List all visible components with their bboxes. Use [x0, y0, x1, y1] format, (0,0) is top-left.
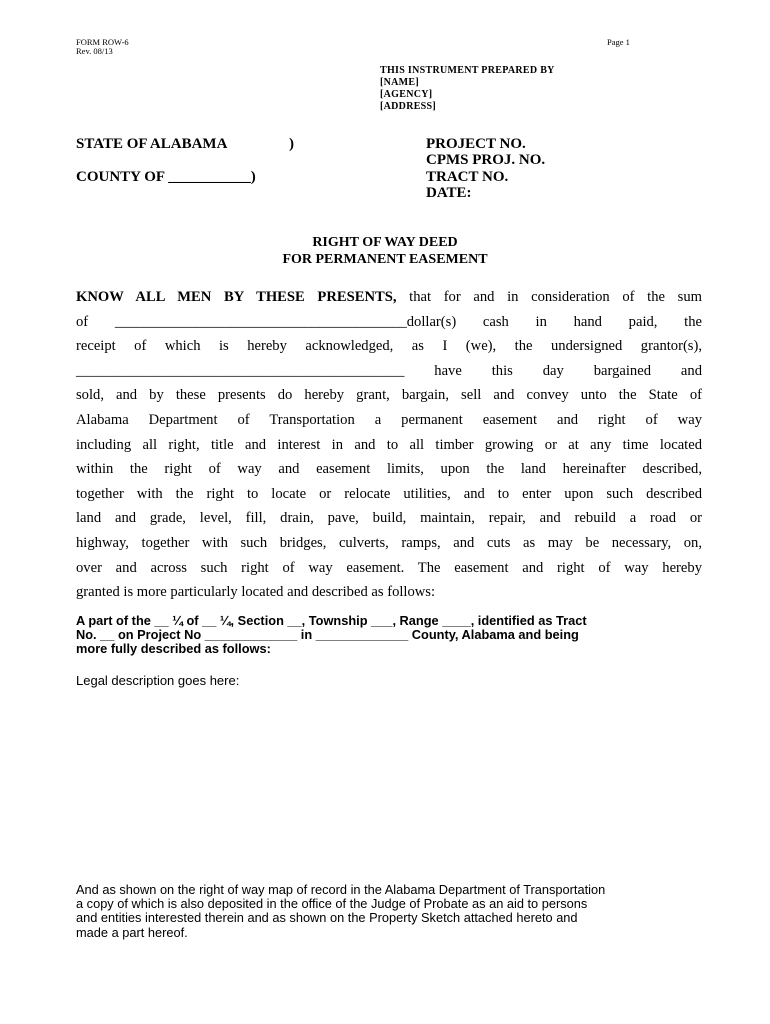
as-shown-line4: made a part hereof.: [76, 924, 188, 940]
body-intro-rest: that for and in consideration of the sum: [396, 289, 702, 305]
state-paren: ): [289, 136, 294, 152]
tract-no-label: TRACT NO.: [426, 169, 509, 185]
as-shown-line1: And as shown on the right of way map of record in the Alabama Department of Transportation: [76, 882, 606, 897]
body-line: together with the right to locate or relocate utilities, and to enter upon such described: [76, 485, 702, 502]
body-line: land and grade, level, fill, drain, pave, build, maintain, repair, and rebuild a road or: [76, 510, 702, 527]
part-of-line3: more fully described as follows:: [76, 641, 271, 657]
body-line: sold, and by these presents do hereby grant, bargain, sell and convey unto the State of: [76, 387, 702, 404]
body-line: over and across such right of way easement. The easement and right of way hereby: [76, 559, 702, 576]
page-number: Page 1: [607, 37, 630, 47]
county-label: COUNTY OF ___________): [76, 169, 256, 185]
deed-title-line2: FOR PERMANENT EASEMENT: [282, 252, 488, 267]
cpms-no-label: CPMS PROJ. NO.: [426, 152, 546, 168]
body-line: within the right of way and easement limits, upon the land hereinafter described,: [76, 461, 702, 478]
project-no-label: PROJECT NO.: [426, 136, 526, 152]
date-label: DATE:: [426, 185, 472, 201]
as-shown-line2: a copy of which is also deposited in the office of the Judge of Probate as an aid to persons: [76, 896, 588, 912]
prepared-by-heading: THIS INSTRUMENT PREPARED BY: [380, 65, 555, 76]
part-of-description: [76, 614, 706, 657]
deed-title-line1: RIGHT OF WAY DEED: [312, 235, 458, 250]
prepared-by-name: [NAME]: [380, 77, 420, 88]
as-shown-paragraph: [76, 883, 716, 940]
body-last-line: granted is more particularly located and described as follows:: [76, 584, 436, 601]
body-line: _____________________________________________ have this day bargained and: [76, 362, 702, 379]
body-intro-bold: KNOW ALL MEN BY THESE PRESENTS,: [76, 289, 397, 305]
deed-body-paragraph: [76, 285, 702, 605]
body-intro-line: [76, 285, 702, 310]
body-line: including all right, title and interest in and to all timber growing or at any time located: [76, 436, 702, 453]
legal-description-placeholder: Legal description goes here:: [76, 673, 240, 688]
form-id: FORM ROW-6: [76, 37, 129, 47]
body-line: Alabama Department of Transportation a permanent easement and right of way: [76, 411, 702, 428]
body-line: highway, together with such bridges, culverts, ramps, and cuts as may be necessary, on,: [76, 534, 702, 551]
body-line: of ________________________________________dollar(s) cash in hand paid, the: [76, 313, 702, 330]
as-shown-line3: and entities interested therein and as shown on the Property Sketch attached hereto and: [76, 910, 578, 926]
prepared-by-agency: [AGENCY]: [380, 89, 433, 100]
prepared-by-address: [ADDRESS]: [380, 101, 437, 112]
state-label: STATE OF ALABAMA: [76, 136, 228, 152]
body-line: receipt of which is hereby acknowledged, as I (we), the undersigned grantor(s),: [76, 338, 702, 355]
part-of-line2: No. __ on Project No _____________ in _____________ County, Alabama and being: [76, 627, 579, 643]
form-revision: Rev. 08/13: [76, 46, 113, 56]
part-of-line1: A part of the __ ¼ of __ ¼, Section __, Township ___, Range ____, identified as Tract: [76, 613, 587, 628]
